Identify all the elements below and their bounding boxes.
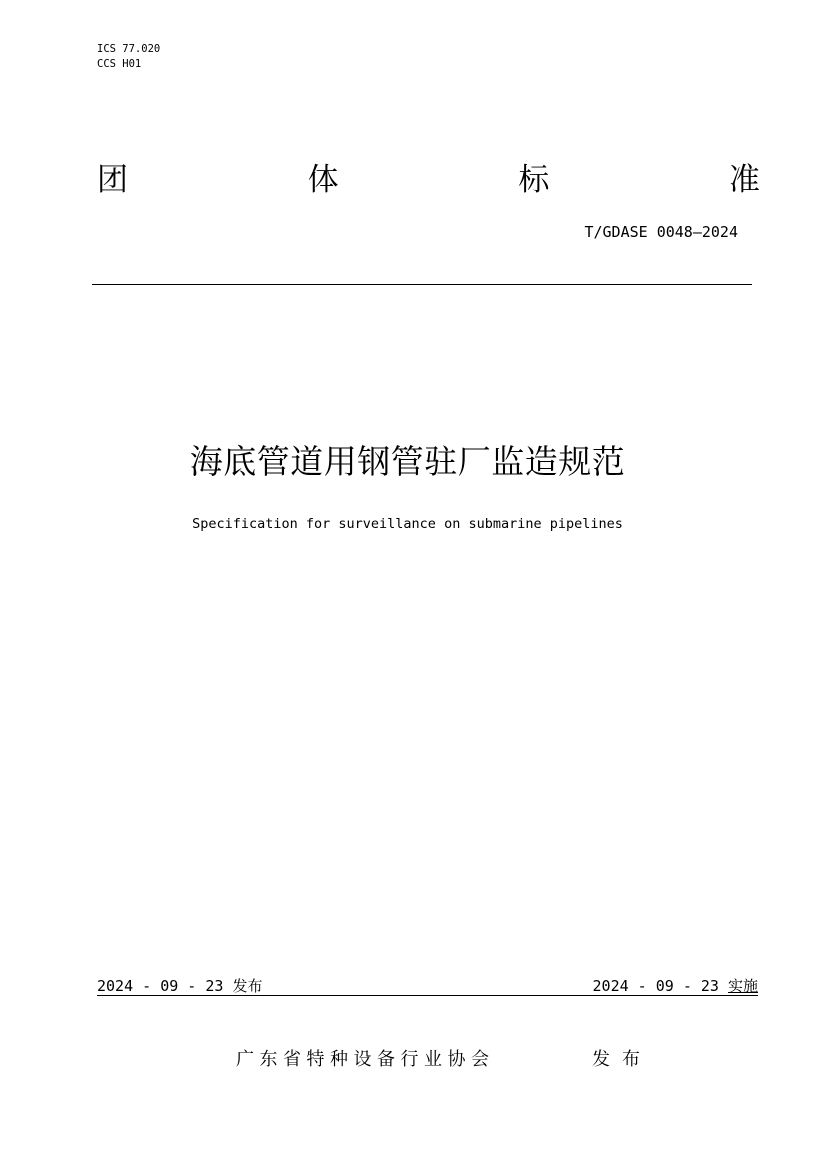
ccs-code: CCS H01 bbox=[97, 58, 142, 70]
footer-divider bbox=[97, 995, 758, 996]
classification-block bbox=[97, 42, 160, 72]
publish-label: 发布 bbox=[232, 977, 263, 995]
document-title-chinese: 海底管道用钢管驻厂监造规范 bbox=[189, 442, 626, 481]
standard-code: T/GDASE 0048—2024 bbox=[584, 223, 738, 241]
ics-code: ICS 77.020 bbox=[97, 43, 161, 55]
standard-kind-char: 准 bbox=[728, 162, 760, 198]
publish-date-line bbox=[97, 975, 262, 997]
standard-kind-heading bbox=[97, 158, 760, 202]
header-divider bbox=[92, 284, 752, 285]
standard-kind-char: 体 bbox=[307, 162, 339, 198]
implement-label: 实施 bbox=[727, 977, 758, 995]
implement-date-line bbox=[593, 975, 758, 997]
standard-kind-char: 标 bbox=[518, 162, 550, 198]
standard-kind-char: 团 bbox=[97, 162, 128, 198]
issuer-name: 广东省特种设备行业协会 bbox=[236, 1049, 495, 1070]
issuer-action: 发布 bbox=[592, 1049, 652, 1070]
document-title-english: Specification for surveillance on submarine pipelines bbox=[192, 516, 623, 532]
implement-date: 2024 - 09 - 23 bbox=[592, 977, 719, 995]
publish-date: 2024 - 09 - 23 bbox=[97, 977, 224, 995]
